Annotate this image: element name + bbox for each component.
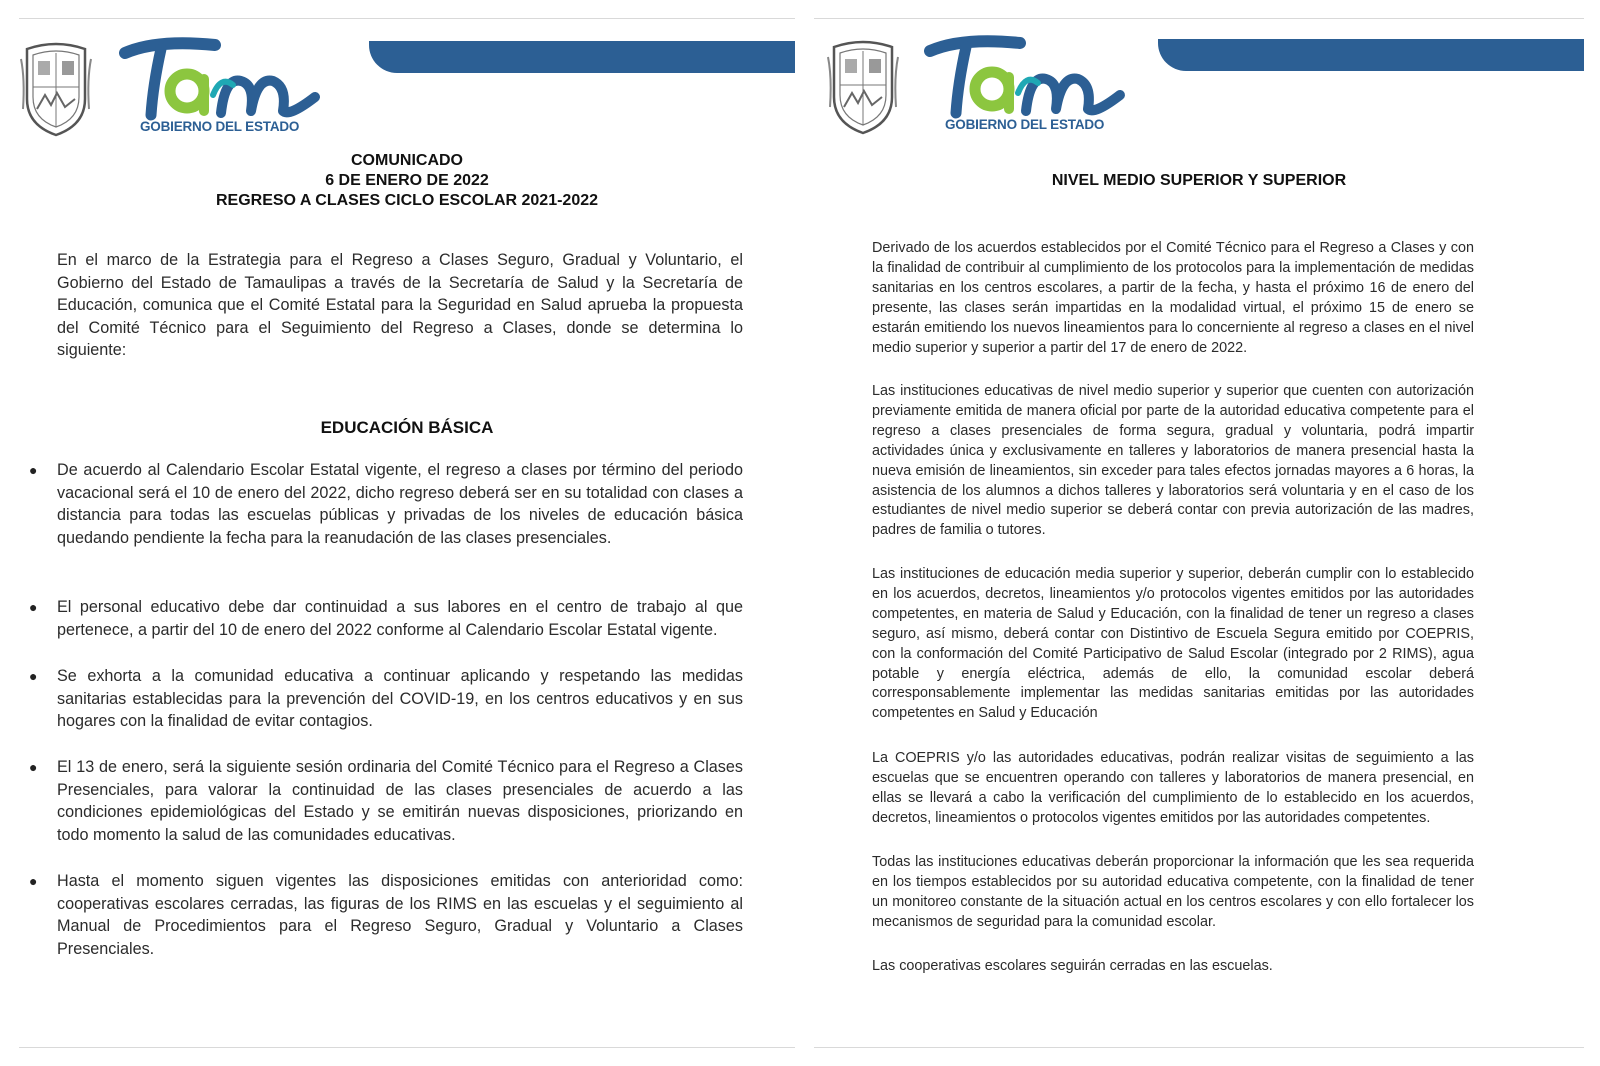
paragraph: La COEPRIS y/o las autoridades educativas, podrán realizar visitas de seguimiento a las escuelas que se encuentren operando con talleres y laboratorios de manera presencial, en ellas se llevará a cabo la verificación del cumplimiento de lo establecido en los acuerdos, decretos, lineamientos o protocolos vigentes emitidos por las autoridades competentes.	[872, 750, 1474, 826]
logo-caption: GOBIERNO DEL ESTADO	[140, 119, 300, 134]
intro-paragraph: En el marco de la Estrategia para el Regreso a Clases Seguro, Gradual y Voluntario, el Gobierno del Estado de Tamaulipas a través de la Secretaría de Salud y la Secretaría de Educación, comunica que el Comité Estatal para la Seguridad en Salud aprueba la propuesta del Comité Técnico para el Seguimiento del Regreso a Clases, donde se determina lo siguiente:	[57, 251, 743, 360]
bullet-icon: ●	[29, 668, 38, 684]
comunicado-title: COMUNICADO	[351, 152, 463, 169]
bullet-icon: ●	[29, 599, 38, 615]
paragraph: Todas las instituciones educativas deberán proporcionar la información que les sea requerida en los tiempos establecidos por su autoridad educativa competente, con la finalidad de tener un monitoreo constante de la situación actual en los centros escolares y con ello fortalecer los mecanismos de seguridad para la comunidad escolar.	[872, 854, 1474, 930]
comunicado-subject: REGRESO A CLASES CICLO ESCOLAR 2021-2022	[215, 192, 599, 209]
section-title-nivel-medio-superior: NIVEL MEDIO SUPERIOR Y SUPERIOR	[1051, 172, 1347, 189]
header-blue-bar	[369, 41, 795, 73]
paragraph: Las instituciones de educación media superior y superior, deberán cumplir con lo establecido en los acuerdos, decretos, lineamientos y/o protocolos vigentes emitidos por las autoridades competentes, en materia de Salud y Educación, con la finalidad de tener un regreso a clases seguro, así mismo, deberá contar con Distintivo de Escuela Segura emitido por COEPRIS, con la conformación del Comité Participativo de Salud Escolar (integrado por 2 RIMS), agua potable y energía eléctrica, además de ello, la comunidad escolar deberá corresponsablemente implementar las medidas sanitarias emitidas por las autoridades competentes en Salud y Educación	[872, 566, 1474, 722]
list-item: El personal educativo debe dar continuidad a sus labores en el centro de trabajo al que pertenece, a partir del 10 de enero del 2022 conforme al Calendario Escolar Estatal vigente.	[57, 598, 743, 639]
paragraph: Las cooperativas escolares seguirán cerradas en las escuelas.	[872, 958, 1273, 974]
bullet-icon: ●	[29, 873, 38, 889]
list-item: Hasta el momento siguen vigentes las disposiciones emitidas con anterioridad como: cooperativas escolares cerradas, las figuras de los RIMS en las escuelas y el seguimiento al Manual de Procedimientos para el Regreso Seguro, Gradual y Voluntario a Clases Presenciales.	[57, 872, 743, 958]
logo-caption: GOBIERNO DEL ESTADO	[945, 117, 1105, 132]
tam-logo	[117, 35, 327, 143]
paragraph: Las instituciones educativas de nivel medio superior y superior que cuenten con autorización previamente emitida de manera oficial por parte de la autoridad educativa competente para el regreso a clases presenciales de forma segura, gradual y voluntaria, podrá impartir actividades única y exclusivamente en talleres y laboratorios de manera presencial hasta la nueva emisión de lineamientos, sin exceder para tales efectos jornadas mayores a 6 horas, la asistencia de los alumnos a dichos talleres y laboratorios será voluntaria y en el caso de los estudiantes de nivel medio superior se deberá contar con previa autorización de las madres, padres de familia o tutores.	[872, 383, 1474, 539]
list-item: De acuerdo al Calendario Escolar Estatal vigente, el regreso a clases por término del periodo vacacional será el 10 de enero del 2022, dicho regreso deberá ser en su totalidad con clases a distancia para todas las escuelas públicas y privadas de los niveles de educación básica quedando pendiente la fecha para la reanudación de las clases presenciales.	[57, 461, 743, 547]
document-page-right	[814, 18, 1584, 1048]
bullet-icon: ●	[29, 462, 38, 478]
state-seal-icon	[826, 37, 900, 135]
section-title-educacion-basica: EDUCACIÓN BÁSICA	[320, 418, 494, 437]
comunicado-date: 6 DE ENERO DE 2022	[325, 172, 489, 189]
list-item: El 13 de enero, será la siguiente sesión ordinaria del Comité Técnico para el Regreso a Clases Presenciales, para valorar la continuidad de las clases presenciales de acuerdo a las condiciones epidemiológicas del Estado y se emitirán nuevas disposiciones, priorizando en todo momento la salud de las comunidades educativas.	[57, 758, 743, 844]
list-item: Se exhorta a la comunidad educativa a continuar aplicando y respetando las medidas sanitarias establecidas para la prevención del COVID-19, en los centros educativos y en sus hogares con la finalidad de evitar contagios.	[57, 667, 743, 731]
state-seal-icon	[19, 39, 93, 137]
tam-logo-icon	[922, 33, 1132, 123]
tam-logo	[922, 33, 1132, 141]
paragraph: Derivado de los acuerdos establecidos por el Comité Técnico para el Regreso a Clases y con la finalidad de contribuir al cumplimiento de los protocolos para la implementación de medidas sanitarias en los centros escolares, a partir de la fecha, y hasta el próximo 16 de enero del presente, las clases serán impartidas en la modalidad virtual, el próximo 15 de enero se estarán emitiendo los nuevos lineamientos para lo concerniente al regreso a clases en el nivel medio superior y superior a partir del 17 de enero de 2022.	[872, 240, 1474, 356]
header-blue-bar	[1158, 39, 1584, 71]
document-page-left	[19, 18, 795, 1048]
bullet-icon: ●	[29, 759, 38, 775]
tam-logo-icon	[117, 35, 327, 125]
